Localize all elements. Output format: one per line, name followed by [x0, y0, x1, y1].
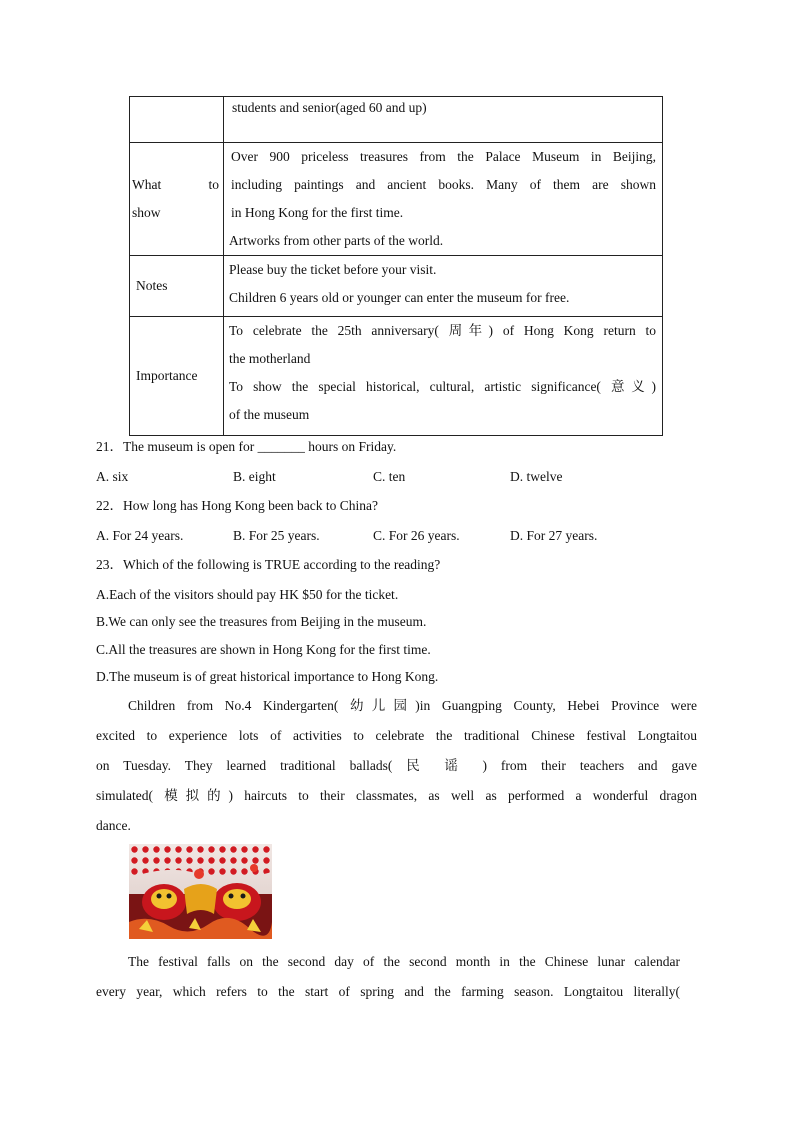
passage-line: on Tuesday. They learned traditional ballads( 民 谣 ) from their teachers and gave: [96, 758, 697, 773]
question-23-option-b[interactable]: B.We can only see the treasures from Beijing in the museum.: [96, 614, 427, 629]
row3-label-cell: [130, 256, 224, 317]
question-23-option-d[interactable]: D.The museum is of great historical importance to Hong Kong.: [96, 669, 439, 684]
question-23-option-a[interactable]: A.Each of the visitors should pay HK $50 for the ticket.: [96, 587, 399, 602]
row4-label-cell: [130, 317, 224, 436]
row1-content-cell: [224, 97, 663, 143]
passage-line: Children from No.4 Kindergarten( 幼儿园)in Guangping County, Hebei Province were: [128, 698, 697, 713]
row3-content-cell: [224, 256, 663, 317]
question-23-stem: 23．Which of the following is TRUE according to the reading?: [96, 557, 441, 572]
row2-line: in Hong Kong for the first time.: [231, 205, 404, 220]
passage-line: dance.: [96, 818, 131, 833]
row4-label: Importance: [136, 368, 198, 383]
row2-label-line2: show: [132, 205, 161, 220]
question-21-option-d[interactable]: D. twelve: [510, 469, 563, 484]
row4-line: To celebrate the 25th anniversary( 周年) of Hong Kong return to: [229, 323, 656, 338]
row4-line: the motherland: [229, 351, 311, 366]
passage-line: simulated( 模拟的) haircuts to their classmates, as well as performed a wonderful dragon: [96, 788, 697, 803]
row3-line: Please buy the ticket before your visit.: [229, 262, 437, 277]
question-23-option-c[interactable]: C.All the treasures are shown in Hong Kong for the first time.: [96, 642, 431, 657]
dragon-dance-photo: [129, 844, 272, 939]
row4-line: To show the special historical, cultural, artistic significance( 意义): [229, 379, 656, 394]
row2-label-cell: [130, 143, 224, 256]
row2-label-line1: What to: [132, 177, 219, 192]
row1-label-cell: [130, 97, 224, 143]
exhibition-info-table: [129, 96, 663, 436]
row4-content-cell: [224, 317, 663, 436]
passage-longtaitou-intro: [96, 696, 697, 846]
question-21-option-b[interactable]: B. eight: [233, 469, 276, 484]
row3-line: Children 6 years old or younger can enter the museum for free.: [229, 290, 570, 305]
passage-line: The festival falls on the second day of the second month in the Chinese lunar calendar: [128, 954, 680, 969]
row1-text: students and senior(aged 60 and up): [232, 100, 427, 115]
row2-content-cell: [224, 143, 663, 256]
question-22-option-b[interactable]: B. For 25 years.: [233, 528, 320, 543]
row2-line: Over 900 priceless treasures from the Palace Museum in Beijing,: [231, 149, 656, 164]
passage-festival-description: [96, 952, 697, 1012]
row2-line: Artworks from other parts of the world.: [229, 233, 444, 248]
passage-line: excited to experience lots of activities to celebrate the traditional Chinese festival Longtaitou: [96, 728, 697, 743]
question-22-stem: 22．How long has Hong Kong been back to China?: [96, 498, 378, 513]
question-22-option-a[interactable]: A. For 24 years.: [96, 528, 184, 543]
row3-label: Notes: [136, 278, 168, 293]
row4-line: of the museum: [229, 407, 310, 422]
question-22-option-d[interactable]: D. For 27 years.: [510, 528, 598, 543]
row2-line: including paintings and ancient books. Many of them are shown: [231, 177, 656, 192]
question-21-stem: 21．The museum is open for _______ hours on Friday.: [96, 439, 397, 454]
question-21-option-a[interactable]: A. six: [96, 469, 129, 484]
passage-line: every year, which refers to the start of spring and the farming season. Longtaitou literally(: [96, 984, 680, 999]
question-21-option-c[interactable]: C. ten: [373, 469, 406, 484]
question-22-option-c[interactable]: C. For 26 years.: [373, 528, 460, 543]
